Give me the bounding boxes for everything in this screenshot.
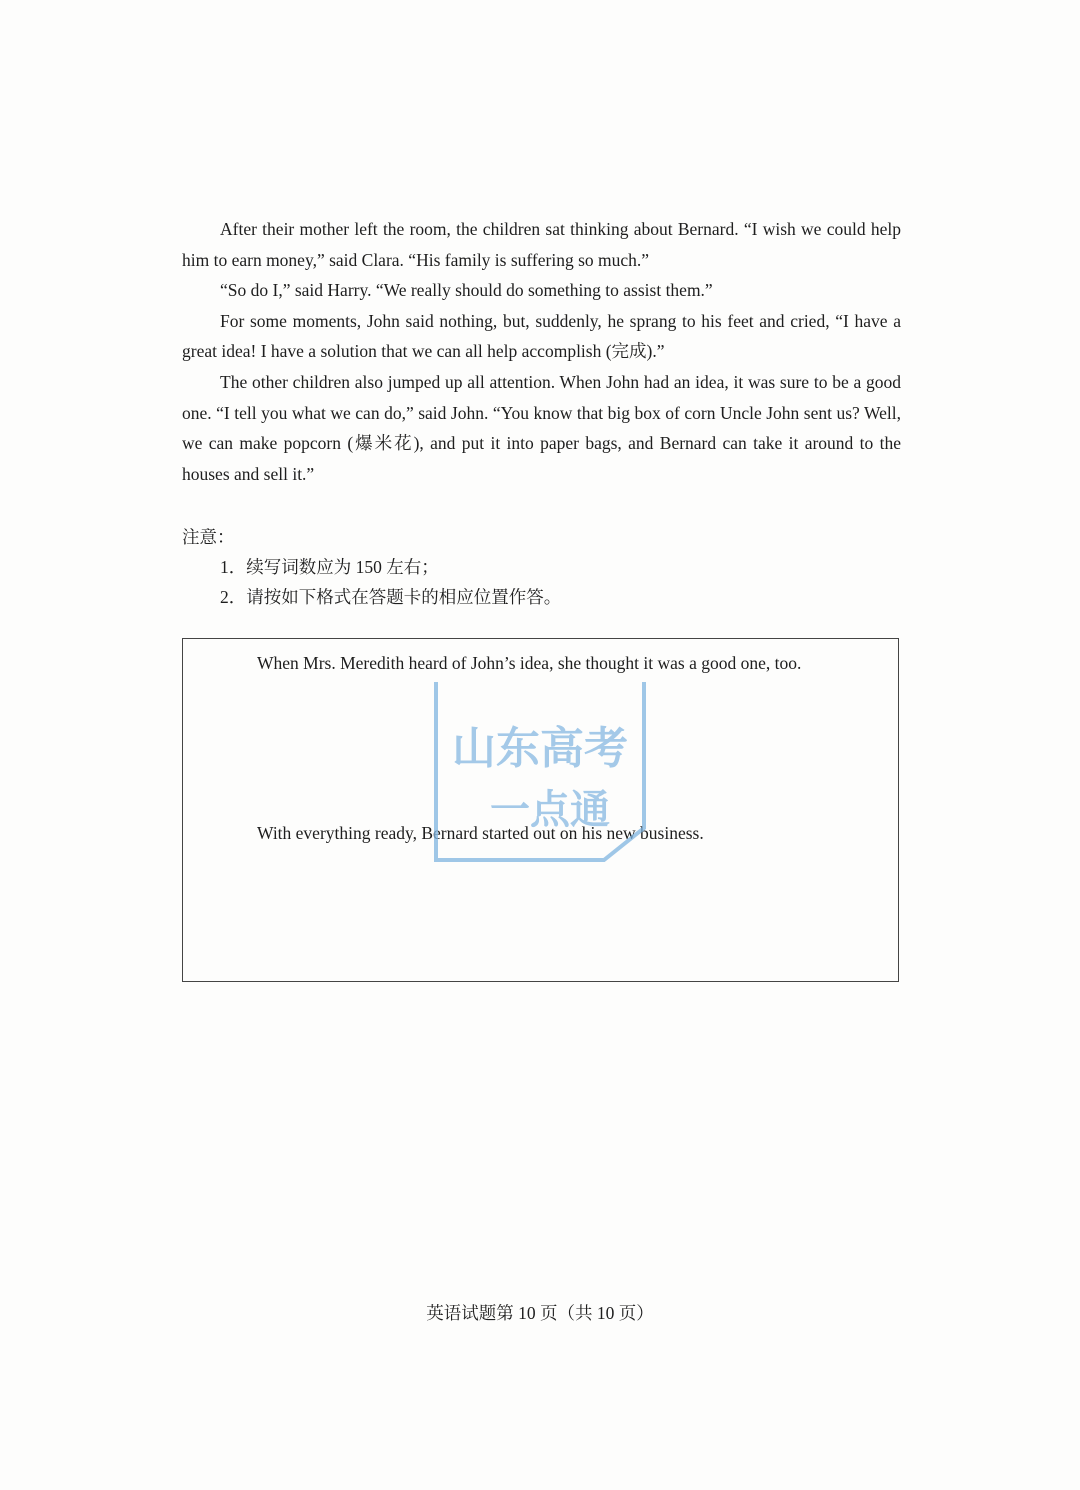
notes-section [182, 522, 901, 612]
paragraph-opening-2: With everything ready, Bernard started out on his new business. [257, 823, 704, 843]
answer-format-box [182, 638, 899, 982]
note-item-1: 1．续写词数应为 150 左右； [220, 557, 439, 577]
passage-paragraph-4: The other children also jumped up all attention. When John had an idea, it was sure to be a good one. “I tell you what we can do,” said John. “You know that big box of corn Uncle John sent us? Well, we can make popcorn (爆米花), and put it into paper bags, and Bernard can take it around to the houses and sell it.” [182, 371, 901, 484]
note-item-2: 2．请按如下格式在答题卡的相应位置作答。 [220, 587, 562, 607]
story-passage [182, 214, 901, 489]
watermark-text-top: 山东高考 [452, 723, 628, 774]
notes-title: 注意： [182, 527, 235, 547]
paragraph-opening-1: When Mrs. Meredith heard of John’s idea, she thought it was a good one, too. [257, 653, 802, 673]
passage-paragraph-2: “So do I,” said Harry. “We really should do something to assist them.” [220, 280, 713, 301]
page-footer: 英语试题第 10 页（共 10 页） [426, 1303, 654, 1323]
watermark-text-bottom: 一点通 [490, 787, 610, 833]
passage-paragraph-1: After their mother left the room, the children sat thinking about Bernard. “I wish we could help him to earn money,” said Clara. “His family is suffering so much.” [182, 219, 901, 270]
passage-paragraph-3: For some moments, John said nothing, but, suddenly, he sprang to his feet and cried, “I have a great idea! I have a solution that we can all help accomplish (完成).” [182, 310, 901, 362]
